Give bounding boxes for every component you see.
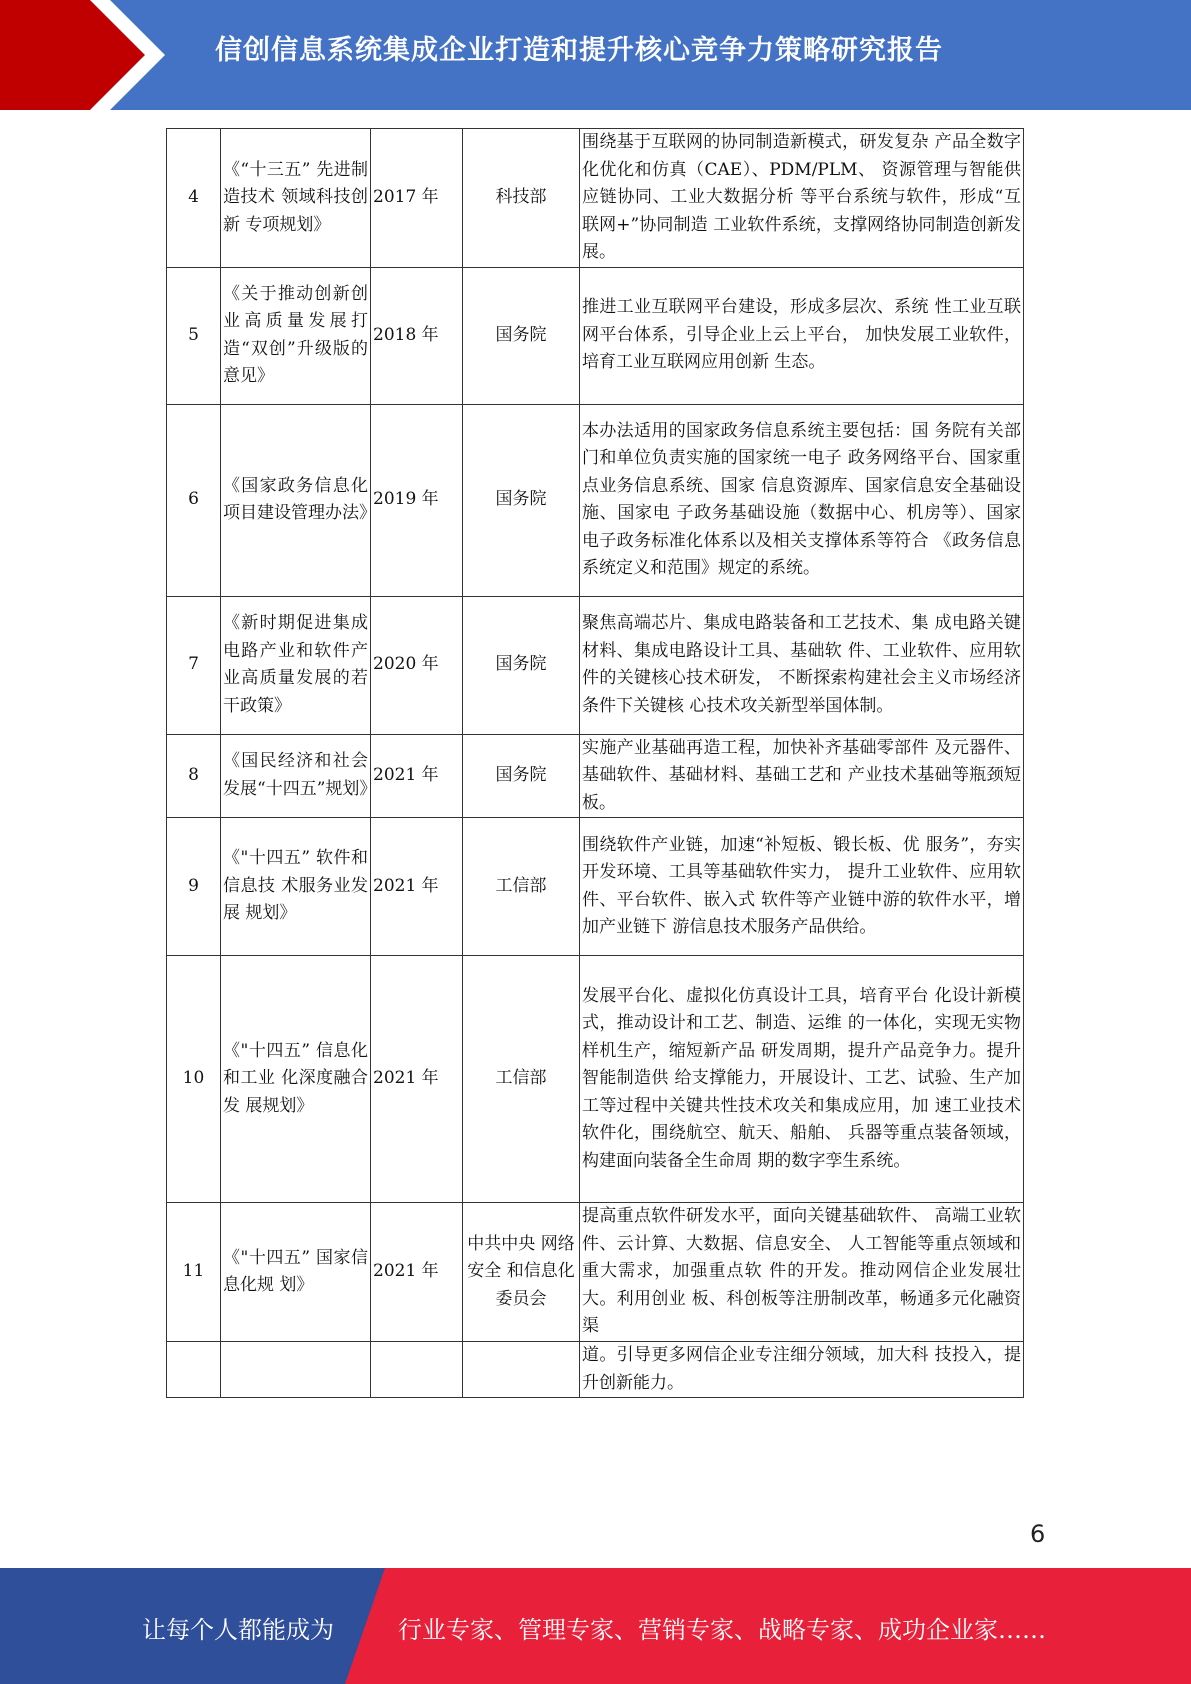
table-row bbox=[167, 267, 1024, 404]
policy-department: 国务院 bbox=[463, 596, 580, 734]
row-number: 11 bbox=[167, 1203, 221, 1342]
policy-department: 科技部 bbox=[463, 129, 580, 268]
row-number: 7 bbox=[167, 596, 221, 734]
policy-department: 国务院 bbox=[463, 267, 580, 404]
policy-year: 2021 年 bbox=[371, 1203, 463, 1342]
table-row bbox=[167, 1203, 1024, 1342]
table-row bbox=[167, 1342, 1024, 1398]
policy-year: 2021 年 bbox=[371, 734, 463, 818]
policy-description: 提高重点软件研发水平，面向关键基础软件、 高端工业软件、云计算、大数据、信息安全、 人工智能等重点领域和重大需求，加强重点软 件的开发。推动网信企业发展壮大。利用创业 板、科创板等注册制改革，畅通多元化融资渠 bbox=[580, 1203, 1024, 1342]
policy-description: 本办法适用的国家政务信息系统主要包括：国 务院有关部门和单位负责实施的国家统一电子 政务网络平台、国家重点业务信息系统、国家 信息资源库、国家信息安全基础设施、国家电 子政务基础设施（数据中心、机房等）、国家 电子政务标准化体系以及相关支撑体系等符合 《政务信息系统定义和范围》规定的系统。 bbox=[580, 404, 1024, 596]
policy-description: 推进工业互联网平台建设，形成多层次、系统 性工业互联网平台体系，引导企业上云上平台， 加快发展工业软件，培育工业互联网应用创新 生态。 bbox=[580, 267, 1024, 404]
row-number bbox=[167, 1342, 221, 1398]
policy-year: 2021 年 bbox=[371, 956, 463, 1203]
row-number: 9 bbox=[167, 818, 221, 956]
table-row bbox=[167, 404, 1024, 596]
policy-name: 《“十三五” 先进制造技术 领域科技创新 专项规划》 bbox=[221, 129, 371, 268]
policy-name: 《"十四五” 国家信息化规 划》 bbox=[221, 1203, 371, 1342]
table-row bbox=[167, 818, 1024, 956]
policy-year: 2021 年 bbox=[371, 818, 463, 956]
table-row bbox=[167, 956, 1024, 1203]
row-number: 6 bbox=[167, 404, 221, 596]
policy-table bbox=[166, 128, 1024, 1398]
row-number: 10 bbox=[167, 956, 221, 1203]
footer-slogan-right: 行业专家、管理专家、营销专家、战略专家、成功企业家…… bbox=[398, 1616, 1046, 1644]
policy-description: 道。引导更多网信企业专注细分领域，加大科 技投入，提升创新能力。 bbox=[580, 1342, 1024, 1398]
row-number: 8 bbox=[167, 734, 221, 818]
policy-department: 工信部 bbox=[463, 818, 580, 956]
table-row bbox=[167, 596, 1024, 734]
table-row bbox=[167, 734, 1024, 818]
row-number: 5 bbox=[167, 267, 221, 404]
policy-year bbox=[371, 1342, 463, 1398]
header-banner bbox=[0, 0, 1191, 110]
policy-description: 围绕软件产业链，加速“补短板、锻长板、优 服务”，夯实开发环境、工具等基础软件实力， 提升工业软件、应用软件、平台软件、嵌入式 软件等产业链中游的软件水平，增加产业链下 游信息技术服务产品供给。 bbox=[580, 818, 1024, 956]
policy-name: 《"十四五” 信息化和工业 化深度融合发 展规划》 bbox=[221, 956, 371, 1203]
policy-year: 2020 年 bbox=[371, 596, 463, 734]
policy-department bbox=[463, 1342, 580, 1398]
policy-table-body bbox=[167, 129, 1024, 1398]
policy-description: 围绕基于互联网的协同制造新模式，研发复杂 产品全数字化优化和仿真（CAE）、PDM/PLM、 资源管理与智能供应链协同、工业大数据分析 等平台系统与软件，形成“互联网+”协同制造 工业软件系统，支撑网络协同制造创新发展。 bbox=[580, 129, 1024, 268]
page-number: 6 bbox=[1030, 1520, 1046, 1548]
footer-slogan-left: 让每个人都能成为 bbox=[142, 1616, 334, 1644]
policy-name bbox=[221, 1342, 371, 1398]
table-row bbox=[167, 129, 1024, 268]
policy-description: 实施产业基础再造工程，加快补齐基础零部件 及元器件、基础软件、基础材料、基础工艺和 产业技术基础等瓶颈短板。 bbox=[580, 734, 1024, 818]
policy-name: 《国家政务信息化项目建设管理办法》 bbox=[221, 404, 371, 596]
policy-year: 2018 年 bbox=[371, 267, 463, 404]
row-number: 4 bbox=[167, 129, 221, 268]
policy-description: 聚焦高端芯片、集成电路装备和工艺技术、集 成电路关键材料、集成电路设计工具、基础软 件、工业软件、应用软件的关键核心技术研发， 不断探索构建社会主义市场经济条件下关键核 心技术攻关新型举国体制。 bbox=[580, 596, 1024, 734]
policy-name: 《关于推动创新创业高质量发展打造“双创”升级版的意见》 bbox=[221, 267, 371, 404]
policy-department: 工信部 bbox=[463, 956, 580, 1203]
policy-description: 发展平台化、虚拟化仿真设计工具，培育平台 化设计新模式，推动设计和工艺、制造、运维 的一体化，实现无实物样机生产，缩短新产品 研发周期，提升产品竞争力。提升智能制造供 给支撑能力，开展设计、工艺、试验、生产加 工等过程中关键共性技术攻关和集成应用，加 速工业技术软件化，围绕航空、航天、船舶、 兵器等重点装备领域，构建面向装备全生命周 期的数字孪生系统。 bbox=[580, 956, 1024, 1203]
policy-department: 国务院 bbox=[463, 404, 580, 596]
policy-department: 国务院 bbox=[463, 734, 580, 818]
header-title: 信创信息系统集成企业打造和提升核心竞争力策略研究报告 bbox=[215, 35, 943, 66]
policy-year: 2019 年 bbox=[371, 404, 463, 596]
policy-department: 中共中央 网络安全 和信息化 委员会 bbox=[463, 1203, 580, 1342]
footer-banner bbox=[0, 1568, 1191, 1684]
policy-table-container bbox=[166, 128, 1024, 1398]
policy-name: 《国民经济和社会发展“十四五”规划》 bbox=[221, 734, 371, 818]
policy-name: 《"十四五” 软件和信息技 术服务业发展 规划》 bbox=[221, 818, 371, 956]
policy-name: 《新时期促进集成电路产业和软件产业高质量发展的若干政策》 bbox=[221, 596, 371, 734]
policy-year: 2017 年 bbox=[371, 129, 463, 268]
